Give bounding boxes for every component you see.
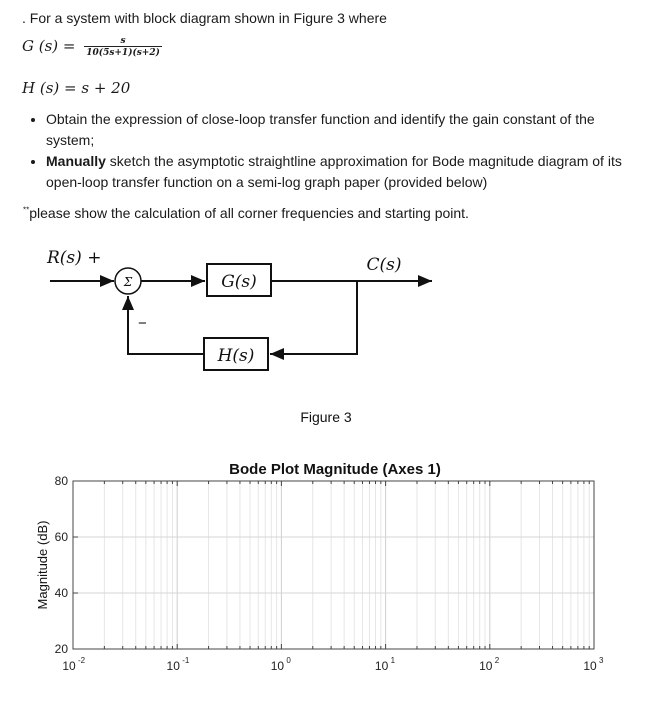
note-stars: ** [23,205,30,215]
x-tick-label: 10 [62,659,76,673]
g-denominator: 10(5s+1)(s+2) [86,48,160,58]
g-block-label: G(s) [221,272,257,292]
y-tick-label: 40 [54,586,68,600]
x-tick-label: 10 [374,659,389,673]
g-numerator: s [120,36,126,46]
x-tick-exponent: -1 [182,656,190,665]
task-2-text: sketch the asymptotic straightline approximation for Bode magnitude diagram of its open-loop transfer function on a semi-log graph paper (provided below) [46,153,622,190]
chart-title: Bode Plot Magnitude (Axes 1) [229,461,441,478]
output-label: C(s) [366,255,402,275]
x-tick-exponent: 3 [599,656,604,665]
h-block-label: H(s) [217,346,255,366]
problem-intro: . For a system with block diagram shown in Figure 3 where [22,10,387,26]
y-tick-label: 20 [54,642,68,656]
y-axis-label: Magnitude (dB) [35,520,50,610]
h-equation: H (s) = s + 20 [22,79,131,97]
plot-grid [73,481,594,649]
task-2-bold: Manually [46,153,106,169]
x-tick-label: 10 [270,659,285,673]
y-tick-label: 80 [54,474,68,488]
x-tick-label: 10 [479,659,493,673]
y-tick-label: 60 [54,530,68,544]
x-tick-exponent: 0 [286,656,291,665]
x-tick-exponent: -2 [78,656,86,665]
x-tick-exponent: 2 [494,656,500,665]
minus-sign: − [138,315,147,332]
note-text: please show the calculation of all corner frequencies and starting point. [29,205,469,221]
x-tick-exponent: 1 [390,656,396,665]
sum-symbol: Σ [123,275,133,289]
task-1-text: Obtain the expression of close-loop transfer function and identify the gain constant of the system; [46,111,595,148]
x-tick-label: 10 [166,659,180,673]
x-tick-label: 10 [583,659,597,673]
g-lhs: G (s) = [22,37,76,55]
plot-area-border [73,481,594,649]
figure-caption: Figure 3 [300,409,352,425]
input-label: R(s) + [47,248,102,268]
